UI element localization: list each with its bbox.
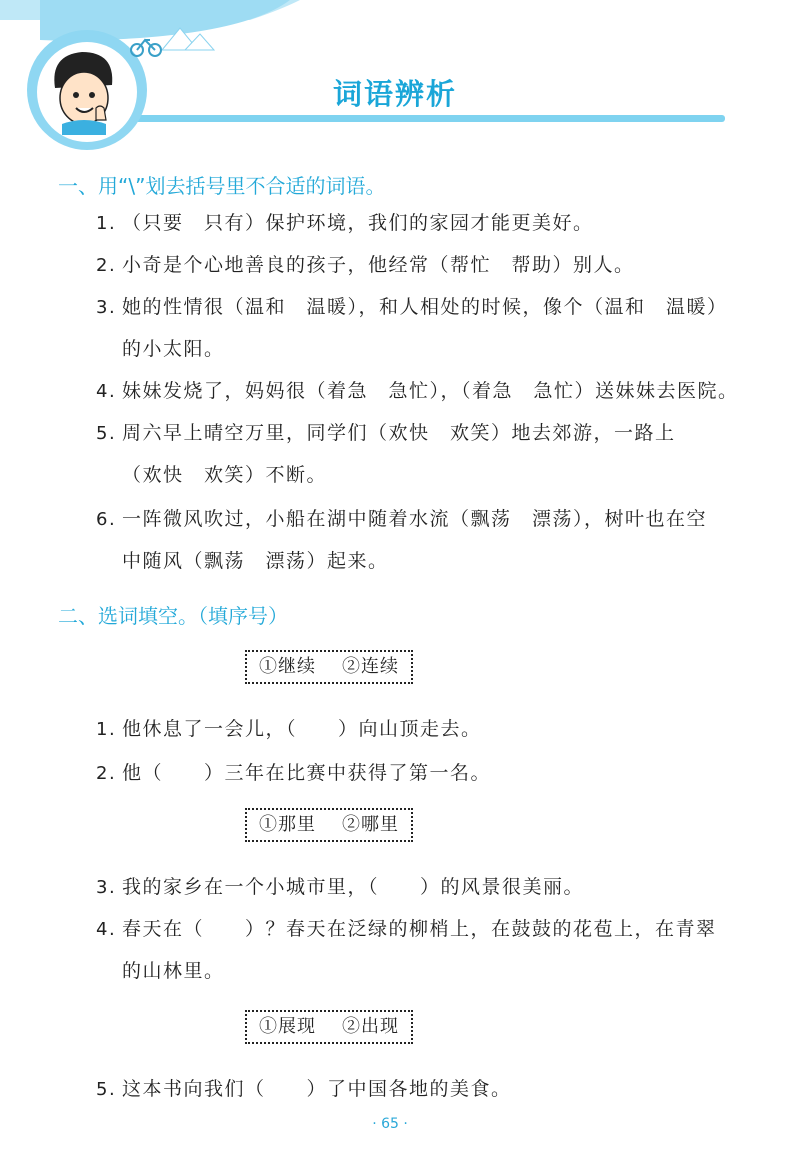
word-choice-box-2 bbox=[245, 808, 413, 842]
s1-item-3-cont: 的小太阳。 bbox=[122, 338, 225, 360]
choice-option: ①展现 bbox=[259, 1016, 316, 1037]
s2-item-1 bbox=[96, 714, 482, 741]
item-number: 3. bbox=[96, 877, 117, 898]
s1-item-6 bbox=[96, 504, 707, 531]
s2-item-4-cont: 的山林里。 bbox=[122, 960, 225, 982]
s1-item-1 bbox=[96, 208, 594, 235]
item-text: 她的性情很（温和 温暖），和人相处的时候，像个（温和 温暖） bbox=[122, 296, 728, 318]
item-text: 我的家乡在一个小城市里，（ ）的风景很美丽。 bbox=[122, 876, 585, 898]
choice-option: ②出现 bbox=[342, 1016, 399, 1037]
item-text: 周六早上晴空万里，同学们（欢快 欢笑）地去郊游，一路上 bbox=[122, 422, 676, 444]
s2-item-5 bbox=[96, 1074, 512, 1101]
item-number: 4. bbox=[96, 919, 117, 940]
item-number: 6. bbox=[96, 509, 117, 530]
item-number: 3. bbox=[96, 297, 117, 318]
item-text: 他（ ）三年在比赛中获得了第一名。 bbox=[122, 762, 492, 784]
s1-item-4 bbox=[96, 376, 739, 403]
item-number: 5. bbox=[96, 1079, 117, 1100]
item-number: 4. bbox=[96, 381, 117, 402]
item-text: 他休息了一会儿，（ ）向山顶走去。 bbox=[122, 718, 482, 740]
choice-option: ②哪里 bbox=[342, 814, 399, 835]
s2-item-2 bbox=[96, 758, 491, 785]
section-1-title: 一、用“\”划去括号里不合适的词语。 bbox=[58, 174, 386, 198]
s1-item-6-cont: 中随风（飘荡 漂荡）起来。 bbox=[122, 550, 389, 572]
item-number: 1. bbox=[96, 213, 117, 234]
word-choice-box-1 bbox=[245, 650, 413, 684]
s2-item-4 bbox=[96, 914, 717, 941]
item-number: 2. bbox=[96, 255, 117, 276]
item-number: 1. bbox=[96, 719, 117, 740]
s1-item-5-cont: （欢快 欢笑）不断。 bbox=[122, 464, 328, 486]
page-title: 词语辨析 bbox=[332, 77, 457, 111]
page-number: · 65 · bbox=[372, 1116, 408, 1132]
choice-option: ②连续 bbox=[342, 656, 399, 677]
item-text: 一阵微风吹过，小船在湖中随着水流（飘荡 漂荡），树叶也在空 bbox=[122, 508, 708, 530]
s1-item-3 bbox=[96, 292, 728, 319]
item-text: （只要 只有）保护环境，我们的家园才能更美好。 bbox=[122, 212, 594, 234]
s2-item-3 bbox=[96, 872, 584, 899]
item-text: 小奇是个心地善良的孩子，他经常（帮忙 帮助）别人。 bbox=[122, 254, 635, 276]
item-text: 这本书向我们（ ）了中国各地的美食。 bbox=[122, 1078, 512, 1100]
item-text: 妹妹发烧了，妈妈很（着急 急忙），（着急 急忙）送妹妹去医院。 bbox=[122, 380, 739, 402]
s1-item-5 bbox=[96, 418, 676, 445]
item-number: 5. bbox=[96, 423, 117, 444]
item-number: 2. bbox=[96, 763, 117, 784]
bicycle-icon bbox=[131, 40, 161, 56]
choice-option: ①那里 bbox=[259, 814, 316, 835]
item-text: 春天在（ ）？春天在泛绿的柳梢上，在鼓鼓的花苞上，在青翠 bbox=[122, 918, 717, 940]
choice-option: ①继续 bbox=[259, 656, 316, 677]
s1-item-2 bbox=[96, 250, 635, 277]
header-banner bbox=[0, 0, 800, 150]
section-2-title: 二、选词填空。（填序号） bbox=[58, 604, 288, 628]
word-choice-box-3 bbox=[245, 1010, 413, 1044]
